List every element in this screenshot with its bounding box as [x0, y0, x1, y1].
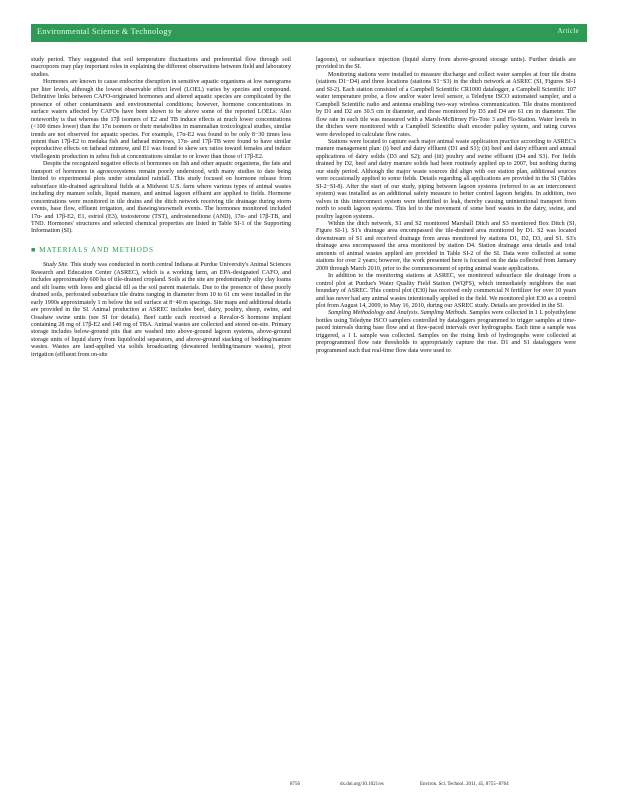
journal-header-bar: [31, 24, 587, 42]
paragraph: Monitoring stations were installed to measure discharge and collect water samples at four tile drains (stations D1−D4) and three locations (stations S1−S3) in the ditch network at ASREC (SI, Figures SI-1 and SI-2). Each station consisted of a Campbell Scientific CR1000 datalogger, a Campbell Scientific 107 water temperature probe, a flow and/or water level sensor, a Teledyne ISCO automated sampler, and a Campbell Scientific radio and antenna enabling two-way wireless communication. Tile drains monitored by D1 and D2 are 30.5 cm in diameter, and those monitored by D3 and D4 are 61 cm in diameter. The flow rate in each tile was measured with a Marsh-McBirney Flo-Tote 3 and Flo-Station. Water levels in the ditches were monitored with a Campbell Scientific shaft encoder pulley system, and rating curves were developed to calculate flow rates.: [316, 71, 576, 138]
section-heading-methods: ■ MATERIALS AND METHODS: [31, 245, 154, 254]
paragraph: Within the ditch network, S1 and S2 monitored Marshall Ditch and S3 monitored Box Ditch (SI, Figure SI-1). S1's drainage area encompassed the tile-drained area monitored by D1. S2 was located downstream of S1 and received drainage from areas monitored by stations D1, D2, D3, and S1. S3's drainage area encompassed the area monitored by station D4. Station drainage area details and total amounts of animal wastes applied are provided in Table SI-2 of the SI. Data were collected at some stations for over 2 years; however, the work presented here is focused on the data collected from January 2009 through March 2010, prior to the commencement of spring animal waste applications.: [316, 220, 576, 272]
paragraph: lagoons), or subsurface injection (liquid slurry from above-ground storage units). Further details are provided in the SI.: [316, 57, 576, 71]
left-column: [31, 57, 291, 359]
paragraph: Despite the recognized negative effects of hormones on fish and other aquatic organisms, the fate and transport of hormones in agroecosystems remain poorly understood, with many studies to date being limited to experimental plots under simulated rainfall. This study focused on hormone release from subsurface tile-drained agricultural fields at a Midwest U.S. farm where various types of animal wastes including dry manure solids, liquid manure, and animal lagoon effluent are applied to fields. Hormone concentrations were monitored in tile drains and the ditch network receiving tile drainage during storm events, base flow, effluent irrigation, and thawing/snowmelt events. The hormones monitored included 17α- and 17β-E2, E1, estriol (E3), testosterone (TST), androstenedione (AND), 17α- and 17β-TB, and TND. Hormones' structures and selected chemical properties are listed in Table SI-1 of the Supporting Information (SI).: [31, 161, 291, 235]
citation: Environ. Sci. Technol. 2011, 45, 8755−8764: [420, 782, 509, 787]
paragraph: [31, 262, 291, 359]
run-in-heading: Sampling Methodology and Analysis. Sampling Methods.: [328, 310, 468, 317]
right-column: [316, 57, 576, 355]
journal-title: Environmental Science & Technology: [37, 27, 173, 36]
paragraph-text: This study was conducted in north central Indiana at Purdue University's Animal Sciences Research and Education Center (ASREC), which is a working farm, an EPA-designated CAFO, and includes approximately 600 ha of tile-drained cropland. Soils at the site are predominantly silty clay loams and silt loams with loess and glacial till as the soil parent materials. Due to the presence of these poorly drained soils, perforated subsurface tile drains ranging in diameter from 10 to 61 cm were installed in the early 1990s approximately 1 m below the soil surface at 8−40 m spacings. Site maps and additional details are provided in the SI. Animal production at ASREC includes beef, dairy, poultry, sheep, swine, and Ossabaw swine units (see SI for details). Beef cattle each received a Revalor-S hormone implant containing 28 mg of 17β-E2 and 140 mg of TBA. Animal wastes are collected and stored on-site. Primary storage includes below-ground pits that are washed into above-ground lagoon systems, above-ground storage units of liquid slurry from liquid/solid separators, and above-ground stacking of bedding/manure wastes. Wastes are land-applied via solids broadcasting (dewatered bedding/manure wastes), pivot irrigation (effluent from on-site: [31, 262, 291, 358]
paragraph: Stations were located to capture each major animal waste application practice according to ASREC's manure management plan: (i) beef and dairy effluent (D1 and S1); (ii) beef and dairy effluent and annual applications of dairy solids (D3 and S2); and (iii) poultry and swine effluent (D4 and S3). For fields drained by D2, beef and dairy manure solids had been routinely applied up to 2007, but nothing during our study period. Although the major waste sources did align with our station plan, additional sources were occasionally applied to some fields. Details regarding all applications are provided in the SI (Tables SI-2−SI-8). After the start of our study, piping between lagoon systems (referred to as an interconnect system) was installed as an additional safety measure to better control lagoon heights. In addition, two valves in this interconnect system were identified to leak, thereby causing unintentional transport from north to south lagoon systems. This led to the movement of some beef wastes to the dairy, swine, and poultry lagoon systems.: [316, 138, 576, 220]
page-number: 8756: [290, 782, 300, 787]
run-in-heading: Study Site.: [43, 262, 69, 269]
paragraph: [316, 310, 576, 355]
paragraph: In addition to the monitoring stations at ASREC, we monitored subsurface tile drainage from a control plot at Purdue's Water Quality Field Station (WQFS), which immediately neighbors the east boundary of ASREC. This control plot (E30) has received only commercial N fertilizer for over 10 years and has never had any animal wastes intentionally applied to the field. We monitored plot E30 as a control plot from August 14, 2009, to May 16, 2010, during our ASREC study. Details are provided in the SI.: [316, 273, 576, 309]
doi-link[interactable]: dx.doi.org/10.1021/es: [340, 782, 384, 787]
paragraph: study period. They suggested that soil temperature fluctuations and preferential flow through soil macropores may play important roles in explaining the different observations between field and laboratory studies.: [31, 57, 291, 78]
paragraph-text: Samples were collected in 1 L polyethylene bottles using Teledyne ISCO samplers controlled by dataloggers programmed to trigger samples at time-paced intervals during base flow and at flow-paced intervals over hydrographs. Each time a sample was triggered, a 1 L sample was collected. Samples on the rising limb of hydrographs were collected at preprogrammed flow rate thresholds to appropriately capture the rise. D1 and S1 dataloggers were programmed such that real-time flow data were used to: [316, 310, 576, 354]
paragraph: Hormones are known to cause endocrine disruption in sensitive aquatic organisms at low nanograms per liter levels, although the lowest observable effect level (LOEL) varies by species and compound. Definitive links between CAFO-originated hormones and altered aquatic species are complicated by the presence of other contaminants and environmental conditions; however, hormone concentrations in surface waters affected by CAFOs have been shown to be above some of the reported LOELs. Also noteworthy is that whereas the 17β isomers of E2 and TB induce effects at much lower concentrations (<100 times lower) than the 17α isomers or their metabolites in mammalian toxicological studies, similar trends are not observed for aquatic species. For example, 17α-E2 was found to be only 8−30 times less potent than 17β-E2 to medaka fish and fathead minnows, 17α- and 17β-TB were found to have similar reproductive effects on fathead minnow, and E1 was found to skew sex ratios toward females and induce vitellogenin production in zebra fish at concentrations similar to or lower than those of 17β-E2.: [31, 79, 291, 160]
article-type-tag: Article: [557, 27, 579, 35]
